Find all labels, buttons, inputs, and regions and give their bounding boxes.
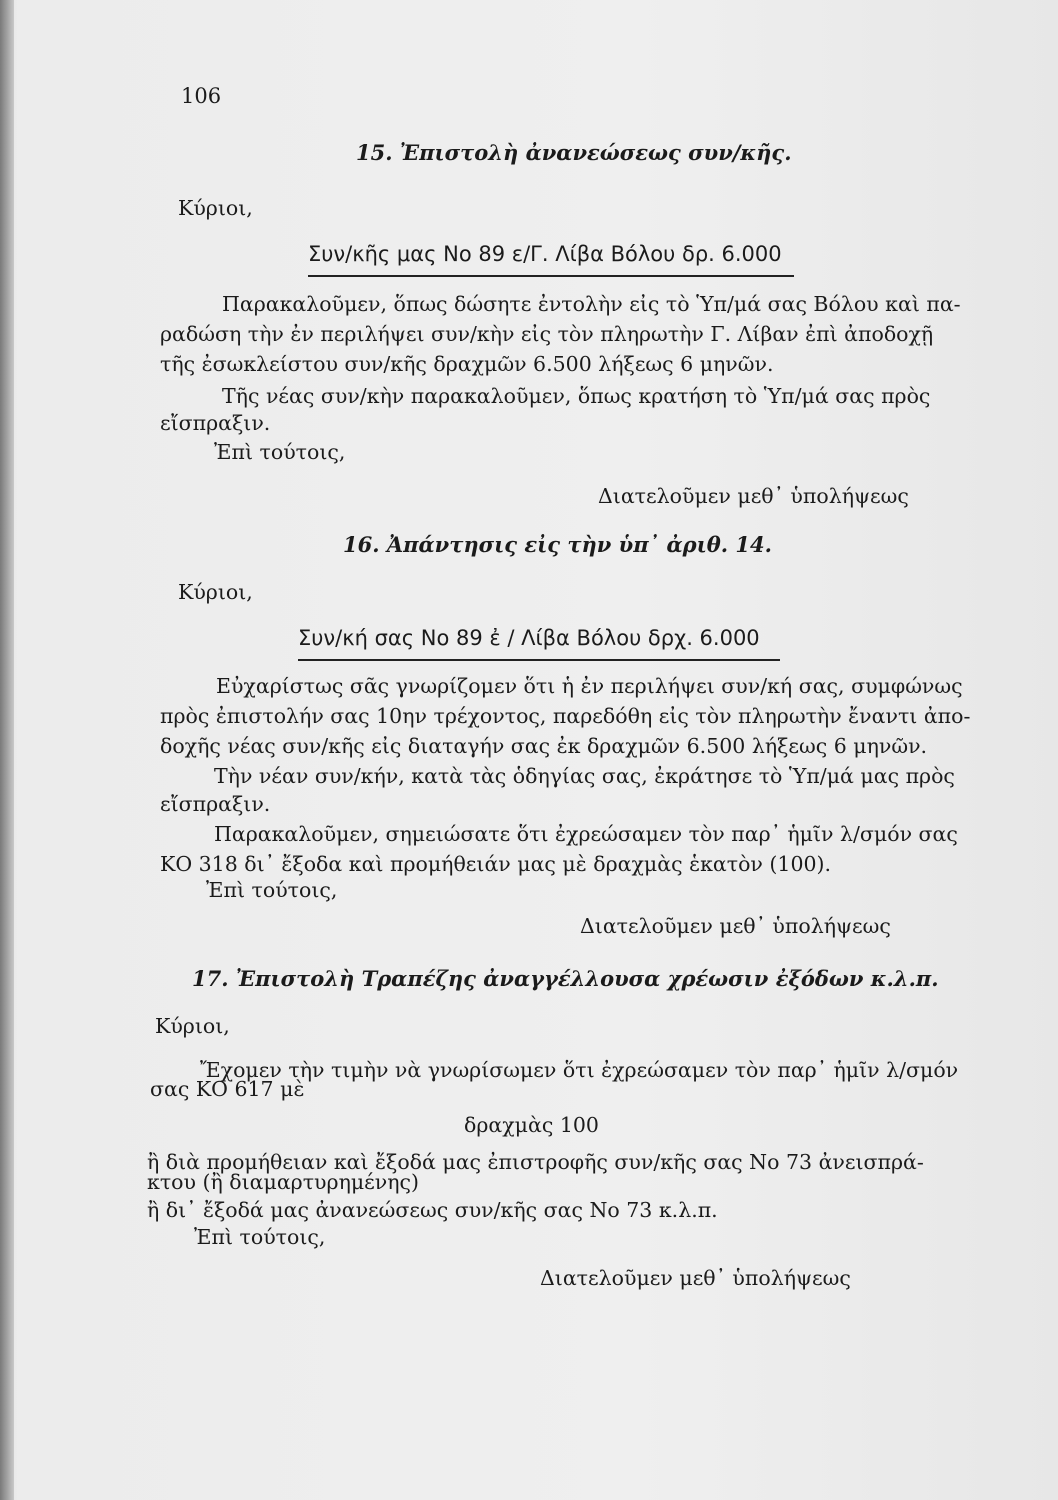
section-16-line-5: εἴσπραξιν. [160, 792, 271, 816]
section-16-line-3: δοχῆς νέας συν/κῆς εἰς διαταγήν σας ἐκ δραχμῶν 6.500 λήξεως 6 μηνῶν. [160, 734, 928, 758]
section-16-salutation: Κύριοι, [178, 580, 253, 604]
section-16-title: 16. Ἀπάντησις εἰς τὴν ὑπ᾽ ἀριθ. 14. [343, 532, 772, 557]
section-15-closing-line: Ἐπὶ τούτοις, [214, 440, 346, 464]
section-15-line-4: Τῆς νέας συν/κὴν παρακαλοῦμεν, ὅπως κρατήση τὸ Ὑπ/μά σας πρὸς [222, 384, 931, 408]
section-17-line-5: ἢ δι᾽ ἔξοδά μας ἀνανεώσεως συν/κῆς σας Νο 73 κ.λ.π. [147, 1198, 718, 1222]
section-17-amount: δραχμὰς 100 [464, 1113, 599, 1137]
section-15-line-2: ραδώση τὴν ἐν περιλήψει συν/κὴν εἰς τὸν πληρωτὴν Γ. Λίβαν ἐπὶ ἀποδοχῇ [160, 322, 934, 346]
section-17-salutation: Κύριοι, [155, 1014, 230, 1038]
section-17-line-4: κτου (ἢ διαμαρτυρημένης) [147, 1170, 420, 1194]
book-spine-shadow [0, 0, 14, 1500]
section-15-salutation: Κύριοι, [178, 196, 253, 220]
section-17-line-2: σας ΚΟ 617 μὲ [150, 1077, 305, 1101]
section-17-title: 17. Ἐπιστολὴ Τραπέζης ἀναγγέλλουσα χρέωσιν ἐξόδων κ.λ.π. [192, 966, 939, 991]
section-15-line-1: Παρακαλοῦμεν, ὅπως δώσητε ἐντολὴν εἰς τὸ Ὑπ/μά σας Βόλου καὶ πα- [222, 292, 961, 316]
section-16-line-1: Εὐχαρίστως σᾶς γνωρίζομεν ὅτι ἡ ἐν περιλήψει συν/κή σας, συμφώνως [216, 674, 963, 698]
section-17-line-1: Ἔχομεν τὴν τιμὴν νὰ γνωρίσωμεν ὅτι ἐχρεώσαμεν τὸν παρ᾽ ἡμῖν λ/σμόν [200, 1058, 959, 1082]
section-17-closing-line: Ἐπὶ τούτοις, [194, 1225, 326, 1249]
section-15-line-3: τῆς ἐσωκλείστου συν/κῆς δραχμῶν 6.500 λήξεως 6 μηνῶν. [160, 352, 774, 376]
section-15-title: 15. Ἐπιστολὴ ἀνανεώσεως συν/κῆς. [356, 140, 792, 165]
section-16-signoff: Διατελοῦμεν μεθ᾽ ὑπολήψεως [580, 914, 891, 938]
section-16-line-2: πρὸς ἐπιστολήν σας 10ην τρέχοντος, παρεδόθη εἰς τὸν πληρωτὴν ἔναντι ἀπο- [160, 704, 971, 728]
section-15-reference: Συν/κῆς μας Νο 89 ε/Γ. Λίβα Βόλου δρ. 6.000 [308, 242, 782, 266]
section-16-line-4: Τὴν νέαν συν/κήν, κατὰ τὰς ὁδηγίας σας, ἐκράτησε τὸ Ὑπ/μά μας πρὸς [214, 764, 955, 788]
section-17-signoff: Διατελοῦμεν μεθ᾽ ὑπολήψεως [540, 1266, 851, 1290]
section-15-reference-underline [308, 275, 794, 277]
section-16-line-7: ΚΟ 318 δι᾽ ἔξοδα καὶ προμήθειάν μας μὲ δραχμὰς ἑκατὸν (100). [160, 852, 832, 876]
section-16-closing-line: Ἐπὶ τούτοις, [206, 878, 338, 902]
section-17-line-3: ἢ διὰ προμήθειαν καὶ ἔξοδά μας ἐπιστροφῆς συν/κῆς σας Νο 73 ἀνεισπρά- [147, 1150, 924, 1174]
section-15-line-5: εἴσπραξιν. [160, 411, 271, 435]
section-16-reference-underline [298, 659, 780, 661]
section-16-line-6: Παρακαλοῦμεν, σημειώσατε ὅτι ἐχρεώσαμεν τὸν παρ᾽ ἡμῖν λ/σμόν σας [214, 822, 958, 846]
section-15-signoff: Διατελοῦμεν μεθ᾽ ὑπολήψεως [598, 484, 909, 508]
page-number: 106 [181, 84, 222, 108]
section-16-reference: Συν/κή σας Νο 89 ἐ / Λίβα Βόλου δρχ. 6.000 [298, 626, 760, 650]
